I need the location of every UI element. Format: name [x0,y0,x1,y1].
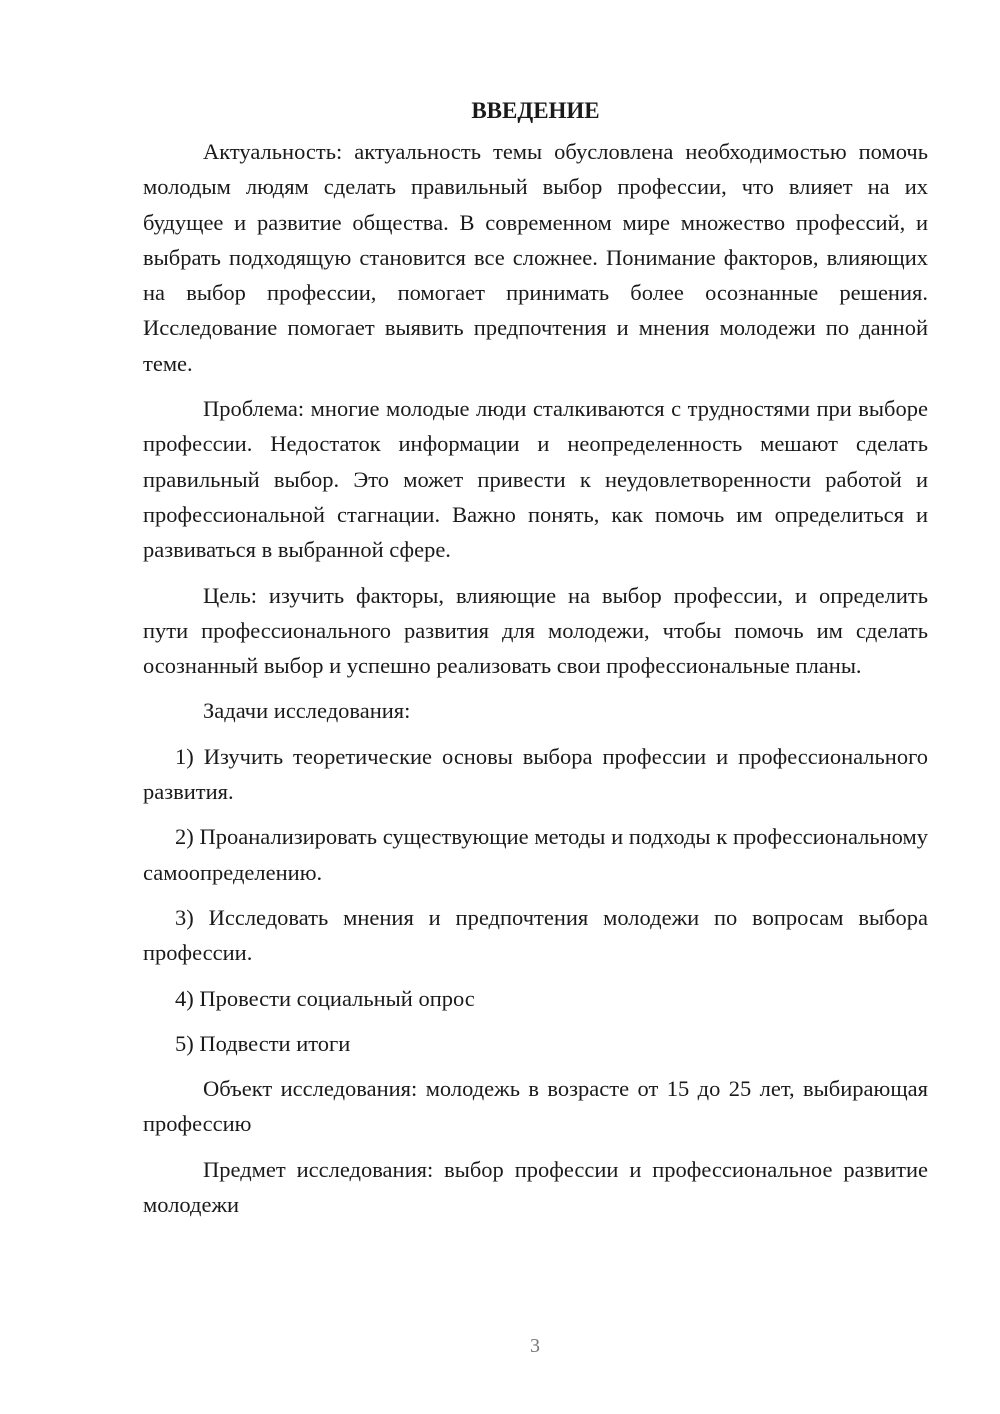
page-number: 3 [530,1335,540,1357]
page-title: ВВЕДЕНИЕ [471,98,600,123]
task-item-3: 3) Исследовать мнения и предпочтения молодежи по вопросам выбора профессии. [143,904,928,966]
paragraph-goal: Цель: изучить факторы, влияющие на выбор профессии, и определить пути профессионального развития для молодежи, чтобы помочь им сделать осознанный выбор и успешно реализовать свои профессиональные планы. [143,582,928,679]
document-body [143,93,928,1232]
task-item-2: 2) Проанализировать существующие методы и подходы к профессиональному самоопределению. [143,824,928,885]
task-item-1: 1) Изучить теоретические основы выбора профессии и профессионального развития. [143,743,928,805]
paragraph-problem: Проблема: многие молодые люди сталкиваются с трудностями при выборе профессии. Недостаток информации и неопределенность мешают сделать правильный выбор. Это может привести к неудовлетворенности работой и профессиональной стагнации. Важно понять, как помочь им определиться и развиваться в выбранной сфере. [143,396,928,563]
paragraph-object: Объект исследования: молодежь в возрасте от 15 до 25 лет, выбирающая профессию [143,1076,928,1137]
task-item-5: 5) Подвести итоги [175,1030,351,1056]
task-item-4: 4) Провести социальный опрос [175,985,475,1011]
tasks-heading: Задачи исследования: [203,698,411,724]
paragraph-subject: Предмет исследования: выбор профессии и профессиональное развитие молодежи [143,1156,928,1218]
paragraph-relevance: Актуальность: актуальность темы обусловлена необходимостью помочь молодым людям сделать правильный выбор профессии, что влияет на их будущее и развитие общества. В современном мире множество профессий, и выбрать подходящую становится все сложнее. Понимание факторов, влияющих на выбор профессии, помогает принимать более осознанные решения. Исследование помогает выявить предпочтения и мнения молодежи по данной теме. [143,139,928,376]
